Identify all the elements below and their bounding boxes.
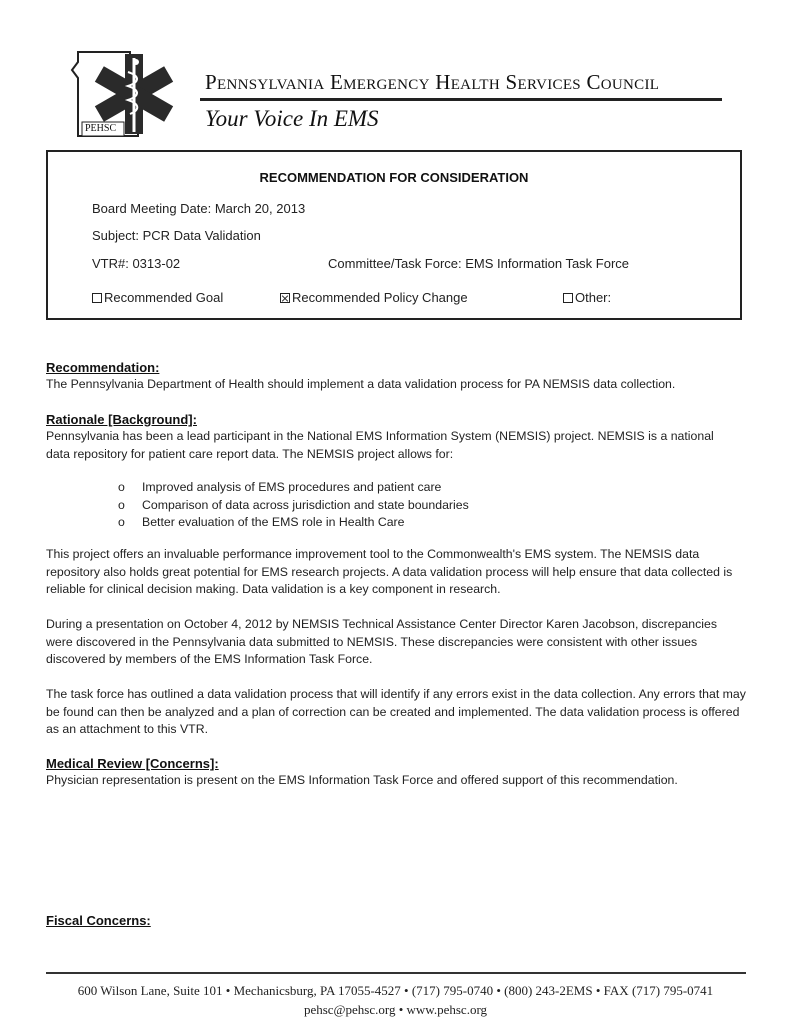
committee: Committee/Task Force: EMS Information Task Force	[328, 256, 630, 271]
medical-review-text: Physician representation is present on the EMS Information Task Force and offered support of this recommendation.	[46, 773, 678, 787]
board-meeting-date: Board Meeting Date: March 20, 2013	[92, 201, 306, 216]
checkbox-unchecked-icon[interactable]	[92, 293, 102, 303]
tagline: Your Voice In EMS	[205, 106, 379, 131]
checkbox-other[interactable]	[563, 290, 611, 305]
rationale-paragraph-1: This project offers an invaluable performance improvement tool to the Commonwealth's EMS system. The NEMSIS data repository also holds great potential for EMS research projects. A data validation process will help ensure that data collected is reliable for clinical decision making. Data validation is a key component in research.	[46, 547, 733, 596]
rationale-heading: Rationale [Background]:	[46, 412, 197, 427]
org-name: Pennsylvania Emergency Health Services Council	[205, 70, 660, 94]
subject: Subject: PCR Data Validation	[92, 228, 261, 243]
logo-label: PEHSC	[85, 123, 117, 134]
recommendation-box-title: RECOMMENDATION FOR CONSIDERATION	[259, 170, 529, 185]
pehsc-logo	[70, 48, 198, 140]
rationale-intro: Pennsylvania has been a lead participant in the National EMS Information System (NEMSIS) project. NEMSIS is a national data repository for patient care report data. The NEMSIS project allows for:	[46, 429, 714, 461]
list-item: o Comparison of data across jurisdiction and state boundaries	[118, 497, 469, 515]
footer-address: 600 Wilson Lane, Suite 101 • Mechanicsburg, PA 17055-4527 • (717) 795-0740 • (800) 243-2EMS • FAX (717) 795-0741	[77, 983, 714, 998]
checkbox-unchecked-icon[interactable]	[563, 293, 573, 303]
footer-divider	[46, 972, 746, 974]
header-divider	[200, 98, 722, 101]
recommendation-heading: Recommendation:	[46, 360, 160, 375]
vtr-number: VTR#: 0313-02	[92, 256, 181, 271]
checkbox-checked-icon[interactable]	[280, 293, 290, 303]
benefits-list	[118, 479, 469, 532]
checkbox-label: Recommended Goal	[104, 290, 224, 305]
fiscal-concerns-heading: Fiscal Concerns:	[46, 913, 151, 928]
checkbox-recommended-policy-change[interactable]	[280, 290, 468, 305]
recommendation-text: The Pennsylvania Department of Health should implement a data validation process for PA NEMSIS data collection.	[46, 377, 676, 391]
checkbox-recommended-goal[interactable]	[92, 290, 223, 305]
list-item: o Better evaluation of the EMS role in Health Care	[118, 514, 469, 532]
rationale-paragraph-2: During a presentation on October 4, 2012 by NEMSIS Technical Assistance Center Director Karen Jacobson, discrepancies were discovered in the Pennsylvania data submitted to NEMSIS. These discrepancies were consistent with other issues discovered by members of the EMS Information Task Force.	[46, 617, 717, 666]
medical-review-heading: Medical Review [Concerns]:	[46, 756, 219, 771]
checkbox-label: Recommended Policy Change	[292, 290, 468, 305]
rationale-paragraph-3: The task force has outlined a data validation process that will identify if any errors exist in the data collection. Any errors that may be found can then be analyzed and a plan of correction can be created and implemented. The data validation process is offered as an attachment to this VTR.	[46, 687, 746, 736]
list-item: o Improved analysis of EMS procedures and patient care	[118, 479, 469, 497]
footer-contact: pehsc@pehsc.org • www.pehsc.org	[303, 1002, 488, 1017]
checkbox-label: Other:	[575, 290, 612, 305]
